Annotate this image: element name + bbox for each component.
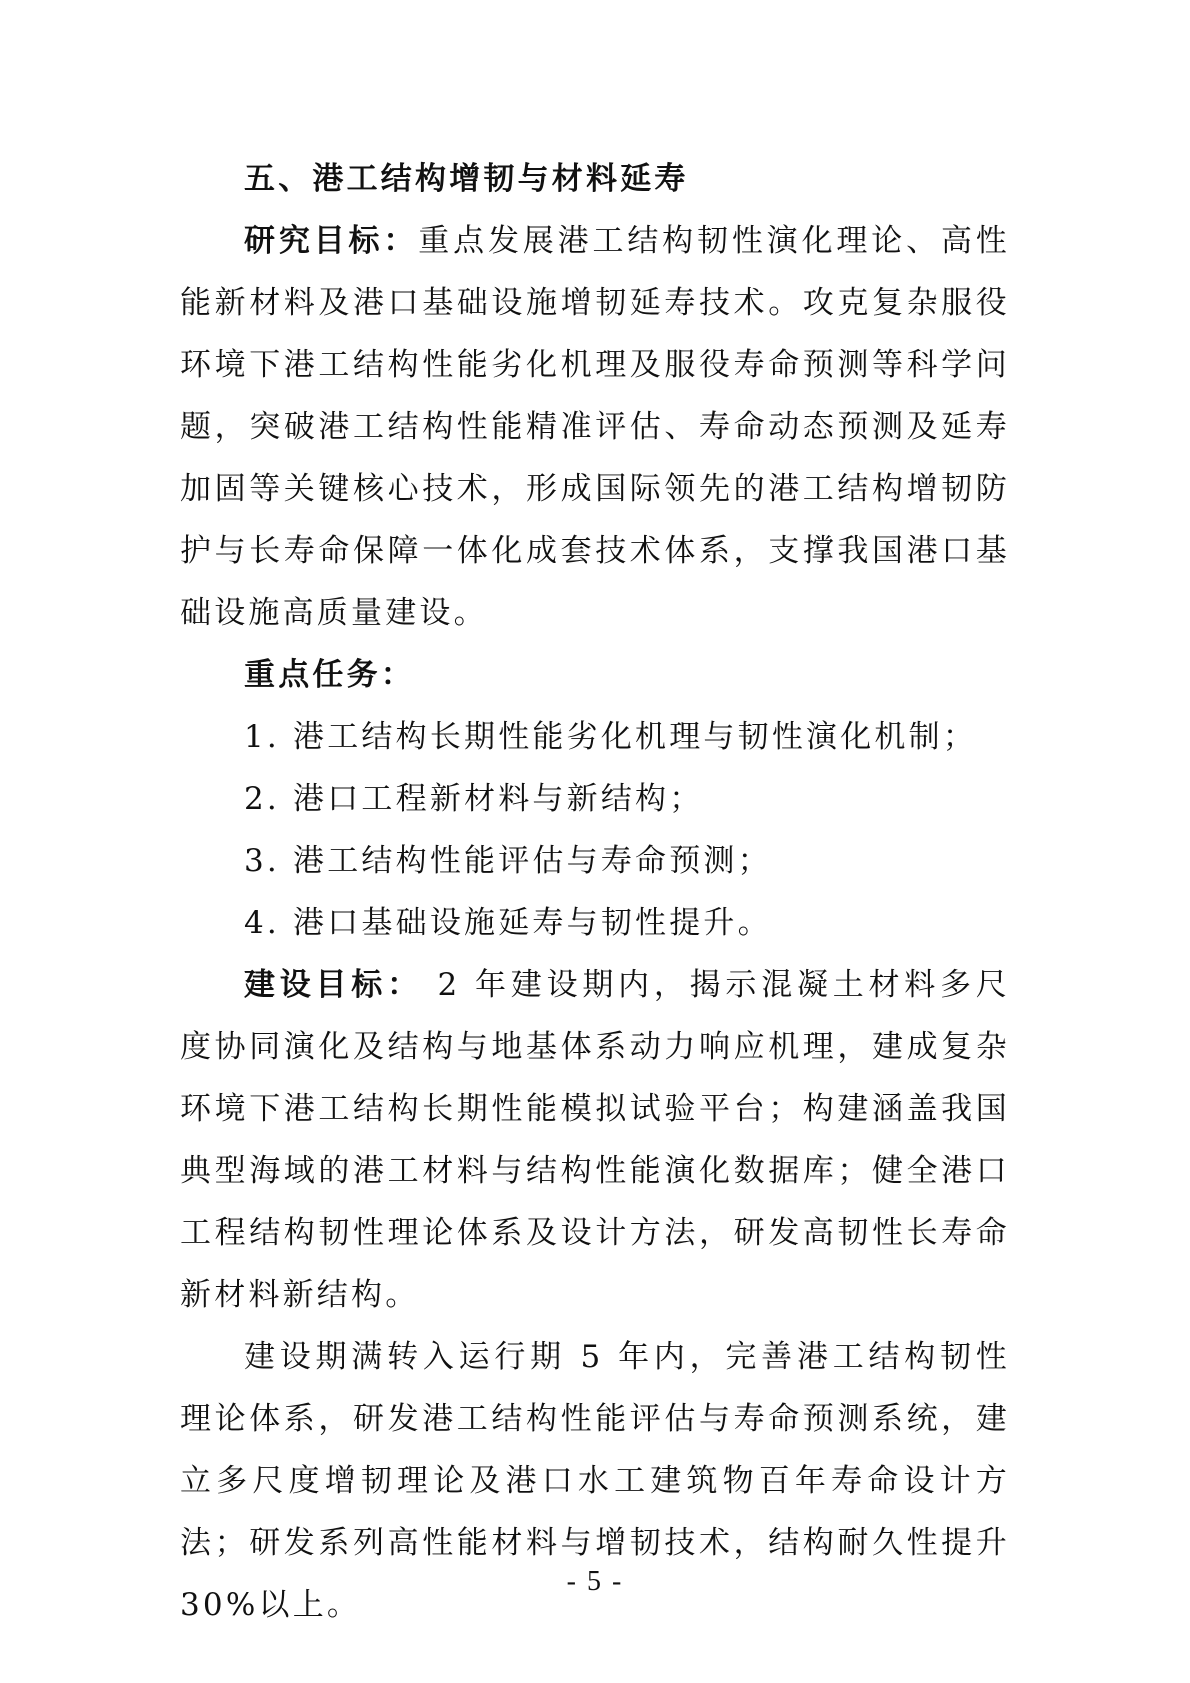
page-number: - 5 - bbox=[566, 1566, 624, 1597]
construction-goal-text: 2 年建设期内，揭示混凝土材料多尺度协同演化及结构与地基体系动力响应机理，建成复杂环境下港工结构长期性能模拟试验平台；构建涵盖我国典型海域的港工材料与结构性能演化数据库；健全港口工程结构韧性理论体系及设计方法，研发高韧性长寿命新材料新结构。 bbox=[180, 967, 1011, 1313]
construction-goal-paragraph bbox=[180, 954, 1010, 1326]
research-goal-text: 重点发展港工结构韧性演化理论、高性能新材料及港口基础设施增韧延寿技术。攻克复杂服役环境下港工结构性能劣化机理及服役寿命预测等科学问题，突破港工结构性能精准评估、寿命动态预测及延寿加固等关键核心技术，形成国际领先的港工结构增韧防护与长寿命保障一体化成套技术体系，支撑我国港口基础设施高质量建设。 bbox=[180, 223, 1011, 631]
research-goal-label: 研究目标： bbox=[244, 223, 419, 259]
page-body bbox=[180, 148, 1010, 1636]
task-item-3: 3. 港工结构性能评估与寿命预测； bbox=[244, 843, 772, 879]
operation-period-paragraph: 建设期满转入运行期 5 年内，完善港工结构韧性理论体系，研发港工结构性能评估与寿命预测系统，建立多尺度增韧理论及港口水工建筑物百年寿命设计方法；研发系列高性能材料与增韧技术，结构耐久性提升 30%以上。 bbox=[180, 1339, 1010, 1623]
task-item-4: 4. 港口基础设施延寿与韧性提升。 bbox=[244, 905, 772, 941]
construction-goal-label: 建设目标： bbox=[244, 967, 423, 1003]
task-item-1: 1. 港工结构长期性能劣化机理与韧性演化机制； bbox=[244, 719, 978, 755]
key-tasks-label: 重点任务： bbox=[244, 657, 415, 693]
research-goal-paragraph bbox=[180, 210, 1010, 644]
task-item-2: 2. 港口工程新材料与新结构； bbox=[244, 781, 704, 817]
section-heading: 五、港工结构增韧与材料延寿 bbox=[244, 161, 689, 197]
